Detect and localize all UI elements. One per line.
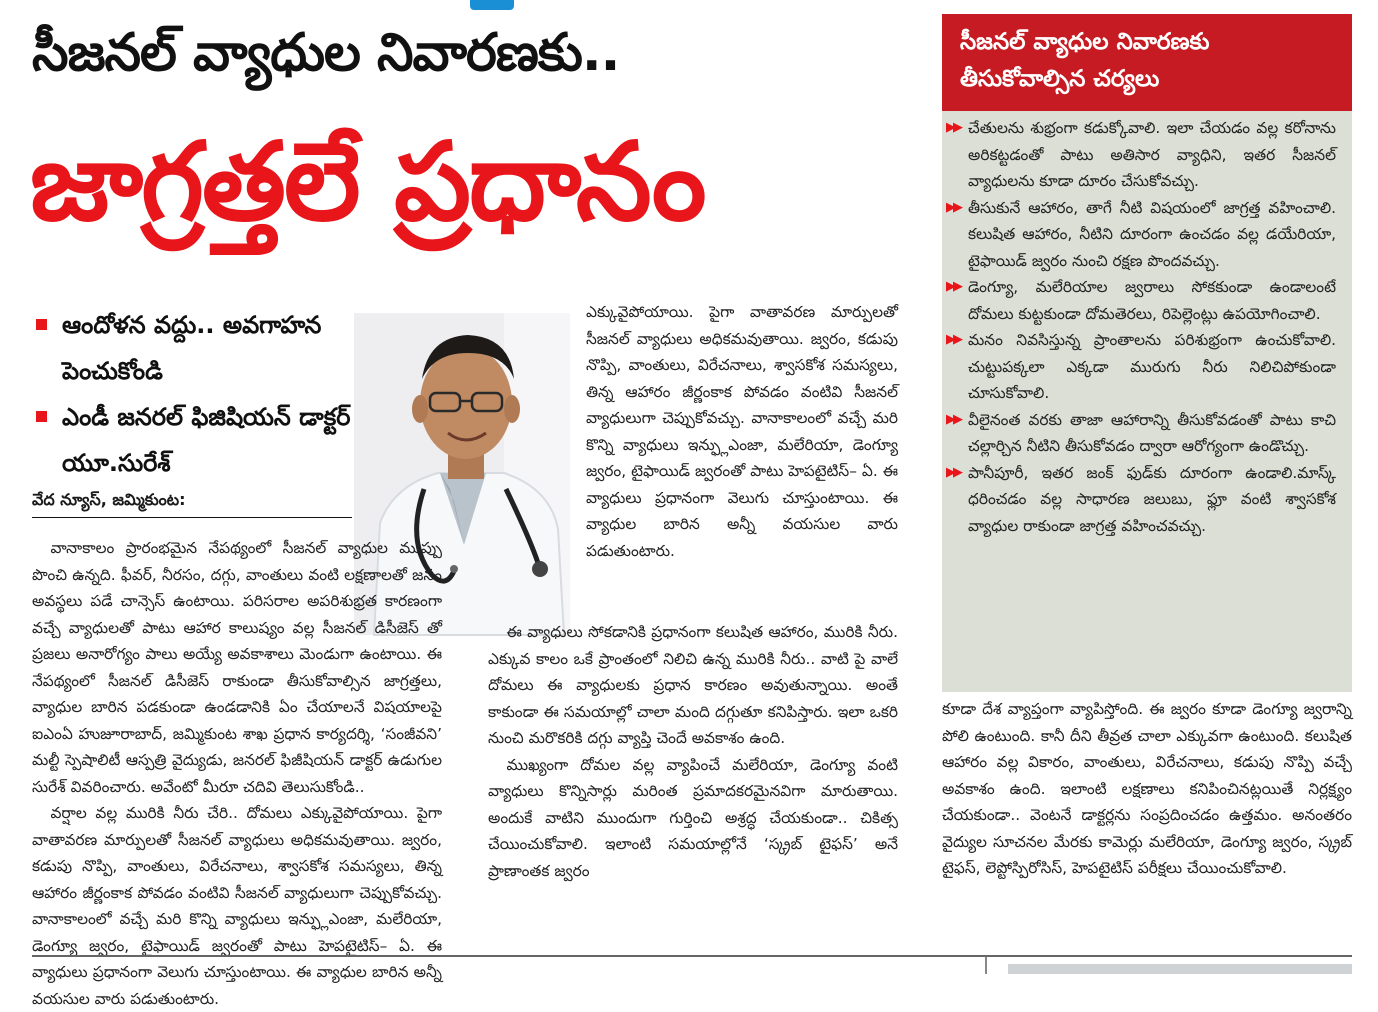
page-top-marker <box>470 0 514 10</box>
next-article-fragment <box>1008 964 1352 974</box>
tip-item: ▶▶ మనం నివసిస్తున్న ప్రాంతాలను పరిశుభ్రంగా ఉంచుకోవాలి. చుట్టుపక్కలా ఎక్కడా మురుగు నీరు నిలిచిపోకుండా చూసుకోవాలి. <box>968 327 1336 407</box>
tip-item: ▶▶ తీసుకునే ఆహారం, తాగే నీటి విషయంలో జాగ్రత్త వహించాలి. కలుషిత ఆహారం, నీటిని దూరంగా ఉంచడం వల్ల డయేరియా, టైఫాయిడ్ జ్వరం నుంచి రక్షణ పొందవచ్చు. <box>968 195 1336 275</box>
article-column-2-top <box>586 299 898 564</box>
sidebar-tips <box>942 111 1352 692</box>
double-arrow-icon: ▶▶ <box>946 464 960 480</box>
highlight-item: ఆందోళన వద్దు.. అవగాహన పెంచుకోండి <box>36 302 356 394</box>
article-paragraph: వర్షాల వల్ల మురికి నీరు చేరి.. దోమలు ఎక్కువైపోయాయి. పైగా వాతావరణ మార్పులతో సీజనల్ వ్యాధులు అధికమవుతాయి. జ్వరం, కడుపు నొప్పి, వాంతులు, విరేచనాలు, శ్వాసకోశ సమస్యలు, తిన్న ఆహారం జీర్ణంకాక పోవడం వంటివి సీజనల్ వ్యాధులుగా చెప్పుకోవచ్చు. వానాకాలంలో వచ్చే మరి కొన్ని వ్యాధులు ఇన్ఫ్లుఎంజా, మలేరియా, డెంగ్యూ జ్వరం, టైఫాయిడ్ జ్వరంతో పాటు హెపటైటిస్– ఏ. ఈ వ్యాధులు ప్రధానంగా వెలుగు చూస్తుంటాయి. ఈ వ్యాధుల బారిన అన్నీ వయసుల వారు పడుతుంటారు. <box>32 804 442 1008</box>
article-kicker: సీజనల్ వ్యాధుల నివారణకు.. <box>32 23 620 83</box>
byline: వేద న్యూస్, జమ్మికుంట: <box>32 490 352 518</box>
article-paragraph: ఎక్కువైపోయాయి. పైగా వాతావరణ మార్పులతో సీజనల్ వ్యాధులు అధికమవుతాయి. జ్వరం, కడుపు నొప్పి, వాంతులు, విరేచనాలు, శ్వాసకోశ సమస్యలు, తిన్న ఆహారం జీర్ణంకాక పోవడం వంటివి సీజనల్ వ్యాధులుగా చెప్పుకోవచ్చు. వానాకాలంలో వచ్చే మరి కొన్ని వ్యాధులు ఇన్ఫ్లుఎంజా, మలేరియా, డెంగ్యూ జ్వరం, టైఫాయిడ్ జ్వరంతో పాటు హెపటైటిస్– ఏ. ఈ వ్యాధులు ప్రధానంగా వెలుగు చూస్తుంటాయి. ఈ వ్యాధుల బారిన అన్నీ వయసుల వారు పడుతుంటారు. <box>586 303 898 560</box>
article-paragraph: ముఖ్యంగా దోమల వల్ల వ్యాపించే మలేరియా, డెంగ్యూ వంటి వ్యాధులు కొన్నిసార్లు మరింత ప్రమాదకరమైనవిగా మారుతాయి. అందుకే వాటిని ముందుగా గుర్తించి అశ్రద్ధ చేయకుండా.. చికిత్స చేయించుకోవాలి. ఇలాంటి సమయాల్లోనే ‘స్క్రబ్ టైఫస్’ అనే ప్రాణాంతక జ్వరం <box>488 755 898 880</box>
page-divider <box>32 955 1352 957</box>
double-arrow-icon: ▶▶ <box>946 199 960 215</box>
double-arrow-icon: ▶▶ <box>946 279 960 294</box>
column-divider <box>985 957 987 974</box>
double-arrow-icon: ▶▶ <box>946 332 960 347</box>
double-arrow-icon: ▶▶ <box>946 120 960 135</box>
highlights-list <box>36 302 356 486</box>
tip-item: ▶▶ వీలైనంత వరకు తాజా ఆహారాన్ని తీసుకోవడంతో పాటు కాచి చల్లార్చిన నీటిని తీసుకోవడం ద్వారా ఆరోగ్యంగా ఉండొచ్చు. <box>968 407 1336 460</box>
article-paragraph: వానాకాలం ప్రారంభమైన నేపథ్యంలో సీజనల్ వ్యాధుల ముప్పు పొంచి ఉన్నది. ఫీవర్, నీరసం, దగ్గు, వాంతులు వంటి లక్షణాలతో జనం అవస్థలు పడే చాన్సెస్ ఉంటాయి. పరిసరాల అపరిశుభ్రత కారణంగా వచ్చే వ్యాధులతో పాటు ఆహార కాలుష్యం వల్ల సీజనల్ డిసీజెస్ తో ప్రజలు అనారోగ్యం పాలు అయ్యే అవకాశాలు మెండుగా ఉంటాయి. ఈ నేపథ్యంలో సీజనల్ డిసీజెస్ రాకుండా తీసుకోవాల్సిన జాగ్రత్తలు, వ్యాధుల బారిన పడకుండా ఉండడానికి ఏం చేయాలనే విషయాలపై ఐఎంఏ హుజూరాబాద్, జమ్మికుంట శాఖ ప్రధాన కార్యదర్శి, ‘సంజీవని’ మల్టీ స్పెషాలిటీ ఆస్పత్రి వైద్యుడు, జనరల్ ఫిజీషియన్ డాక్టర్ ఉడుగుల సురేశ్ వివరించారు. అవేంటో మీరూ చదివి తెలుసుకోండి.. <box>32 539 442 796</box>
highlight-item: ఎండీ జనరల్ ఫిజిషియన్ డాక్టర్ యూ.సురేశ్ <box>36 394 356 486</box>
article-paragraph: కూడా దేశ వ్యాప్తంగా వ్యాపిస్తోంది. ఈ జ్వరం కూడా డెంగ్యూ జ్వరాన్ని పోలి ఉంటుంది. కానీ దీని తీవ్రత చాలా ఎక్కువగా ఉంటుంది. కలుషిత ఆహారం వల్ల వికారం, వాంతులు, విరేచనాలు, కడుపు నొప్పి వచ్చే అవకాశం ఉంది. ఇలాంటి లక్షణాలు కనిపించినట్లయితే నిర్లక్ష్యం చేయకుండా.. వెంటనే డాక్టర్లను సంప్రదించడం ఉత్తమం. అనంతరం వైద్యుల సూచనల మేరకు కామెర్లు మలేరియా, డెంగ్యూ జ్వరం, స్క్రబ్ టైఫస్, లెప్టోస్పిరోసిస్, హెపటైటిస్ పరీక్షలు చేయించుకోవాలి. <box>942 700 1352 877</box>
double-arrow-icon: ▶▶ <box>946 411 960 427</box>
article-column-2-bottom <box>488 619 898 884</box>
article-column-1 <box>32 535 442 1008</box>
tip-item: ▶▶ చేతులను శుభ్రంగా కడుక్కోవాలి. ఇలా చేయడం వల్ల కరోనాను అరికట్టడంతో పాటు అతిసార వ్యాధిని, ఇతర సీజనల్ వ్యాధులను కూడా దూరం చేసుకోవచ్చు. <box>968 115 1336 195</box>
tip-item: ▶▶ పానీపూరీ, ఇతర జంక్ ఫుడ్‌కు దూరంగా ఉండాలి.మాస్క్ ధరించడం వల్ల సాధారణ జలుబు, ఫ్లూ వంటి శ్వాసకోశ వ్యాధుల రాకుండా జాగ్రత్త వహించవచ్చు. <box>968 460 1336 540</box>
tip-item: ▶▶ డెంగ్యూ, మలేరియాల జ్వరాలు సోకకుండా ఉండాలంటే దోమలు కుట్టకుండా దోమతెరలు, రిపెల్లెంట్లు ఉపయోగించాలి. <box>968 274 1336 327</box>
sidebar-title: సీజనల్ వ్యాధుల నివారణకు తీసుకోవాల్సిన చర్యలు <box>942 14 1352 111</box>
article-paragraph: ఈ వ్యాధులు సోకడానికి ప్రధానంగా కలుషిత ఆహారం, మురికి నీరు. ఎక్కువ కాలం ఒకే ప్రాంతంలో నిలిచి ఉన్న మురికి నీరు.. వాటి పై వాలే దోమలు ఈ వ్యాధులకు ప్రధాన కారణం అవుతున్నాయి. అంతే కాకుండా ఈ సమయాల్లో చాలా మంది దగ్గుతూ కనిపిస్తారు. ఇలా ఒకరి నుంచి మరొకరికి దగ్గు వ్యాప్తి చెందే అవకాశం ఉంది. <box>488 623 898 747</box>
article-headline: జాగ్రత్తలే ప్రధానం <box>30 120 705 245</box>
article-column-3 <box>942 696 1352 882</box>
